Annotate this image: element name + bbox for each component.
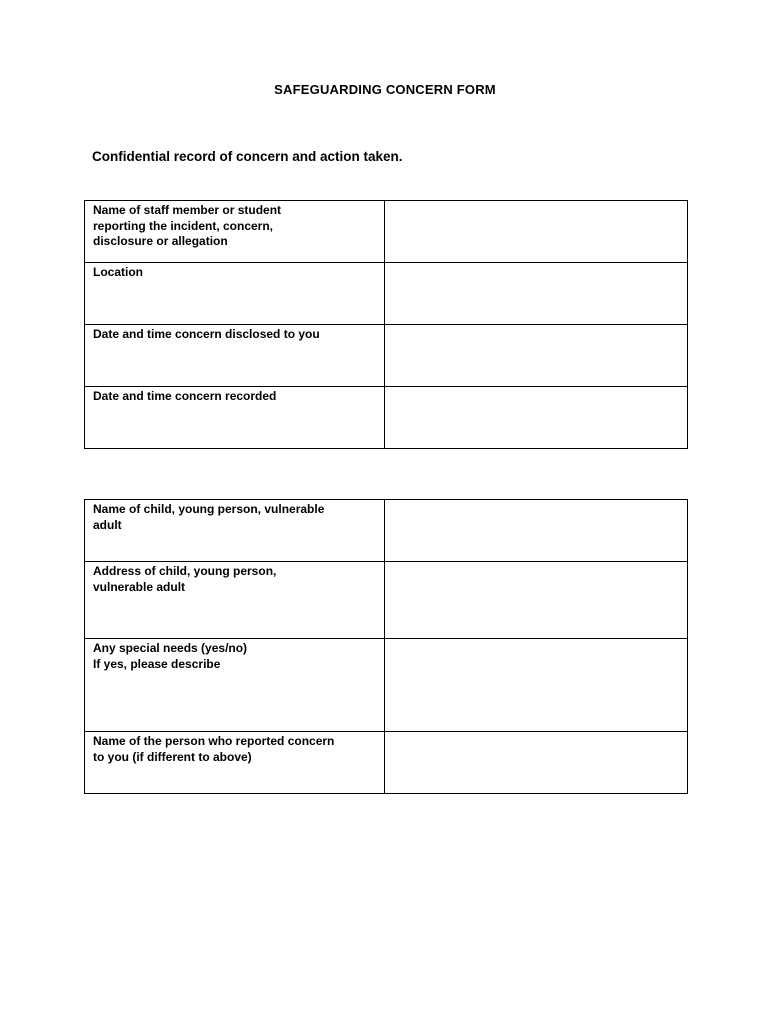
page-title: SAFEGUARDING CONCERN FORM bbox=[274, 82, 496, 97]
date-recorded-field[interactable] bbox=[385, 387, 688, 449]
row-label: Date and time concern recorded bbox=[93, 389, 277, 403]
child-details-table bbox=[84, 499, 688, 794]
row-label: Name of child, young person, vulnerable adult bbox=[93, 502, 325, 532]
reporter-name-label bbox=[85, 201, 385, 263]
child-name-field[interactable] bbox=[385, 500, 688, 562]
special-needs-field[interactable] bbox=[385, 639, 688, 732]
date-recorded-label bbox=[85, 387, 385, 449]
reporter-details-table bbox=[84, 200, 688, 449]
table-row bbox=[85, 263, 688, 325]
table-row bbox=[85, 201, 688, 263]
child-name-label bbox=[85, 500, 385, 562]
row-label: Date and time concern disclosed to you bbox=[93, 327, 320, 341]
row-label: Address of child, young person, vulnerable adult bbox=[93, 564, 277, 594]
table-row bbox=[85, 639, 688, 732]
table-row bbox=[85, 325, 688, 387]
row-label: Name of staff member or student reporting the incident, concern, disclosure or allegation bbox=[93, 203, 282, 248]
concern-reporter-label bbox=[85, 732, 385, 794]
child-address-label bbox=[85, 562, 385, 639]
form-subtitle: Confidential record of concern and action taken. bbox=[92, 149, 403, 164]
location-field[interactable] bbox=[385, 263, 688, 325]
concern-reporter-field[interactable] bbox=[385, 732, 688, 794]
child-address-field[interactable] bbox=[385, 562, 688, 639]
row-label: Location bbox=[93, 265, 143, 279]
table-row bbox=[85, 732, 688, 794]
table-row bbox=[85, 387, 688, 449]
date-disclosed-label bbox=[85, 325, 385, 387]
row-label: Any special needs (yes/no) If yes, please describe bbox=[93, 641, 248, 671]
date-disclosed-field[interactable] bbox=[385, 325, 688, 387]
row-label: Name of the person who reported concern to you (if different to above) bbox=[93, 734, 335, 764]
table-row bbox=[85, 562, 688, 639]
location-label bbox=[85, 263, 385, 325]
table-row bbox=[85, 500, 688, 562]
reporter-name-field[interactable] bbox=[385, 201, 688, 263]
special-needs-label bbox=[85, 639, 385, 732]
